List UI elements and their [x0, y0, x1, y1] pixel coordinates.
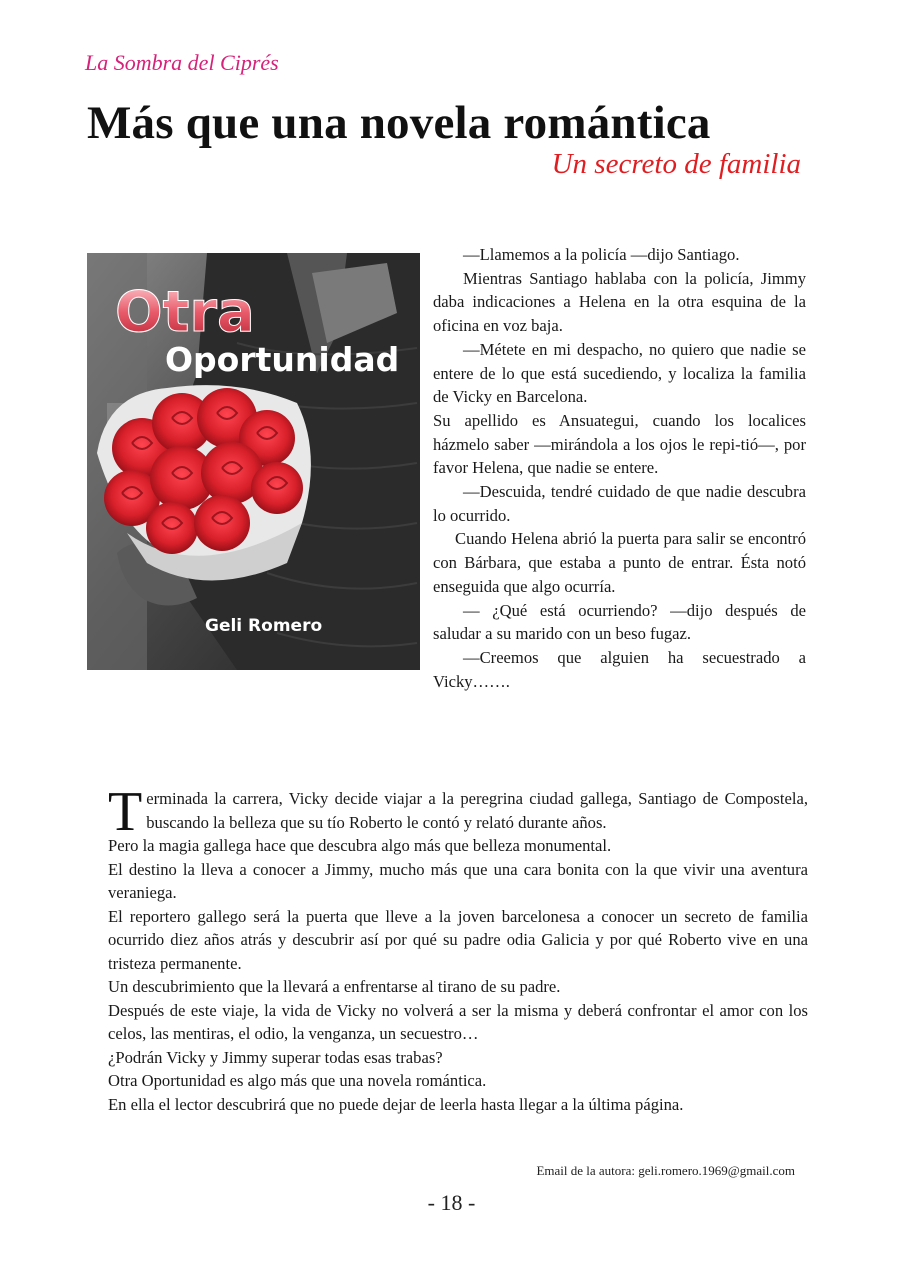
synopsis-paragraph: El reportero gallego será la puerta que lleve a la joven barcelonesa a conocer un secreto de familia ocurrido diez años atrás y descubrir así por qué su padre odia Galicia y por qué Roberto vive en una tristeza permanente.: [108, 906, 808, 973]
book-synopsis: [108, 781, 808, 1116]
excerpt-paragraph: —Llamemos a la policía —dijo Santiago.: [463, 245, 740, 264]
synopsis-paragraph: El destino la lleva a conocer a Jimmy, mucho más que una cara bonita con la que vivir una aventura veraniega.: [108, 859, 808, 902]
excerpt-paragraph: Su apellido es Ansuategui, cuando los localices házmelo saber —mirándola a los ojos le repi-tió—, por favor Helena, que nadie se entere.: [433, 410, 806, 478]
author-email: Email de la autora: geli.romero.1969@gmail.com: [536, 1163, 795, 1178]
book-cover-illustration: [87, 253, 420, 670]
synopsis-paragraph: ¿Podrán Vicky y Jimmy superar todas esas trabas?: [108, 1047, 443, 1067]
synopsis-first-text: erminada la carrera, Vicky decide viajar a la peregrina ciudad gallega, Santiago de Compostela, buscando la belleza que su tío Roberto le contó y relató durante años.: [146, 789, 808, 832]
drop-cap: T: [108, 781, 143, 843]
excerpt-paragraph: —Descuida, tendré cuidado de que nadie descubra lo ocurrido.: [433, 482, 806, 525]
cover-title-line2: Oportunidad: [165, 340, 400, 379]
synopsis-paragraph: En ella el lector descubrirá que no puede dejar de leerla hasta llegar a la última página.: [108, 1094, 684, 1114]
excerpt-paragraph: Cuando Helena abrió la puerta para salir se encontró con Bárbara, que estaba a punto de entrar. Ésta notó enseguida que algo ocurría.: [433, 529, 806, 596]
synopsis-first-paragraph: [108, 781, 808, 843]
novel-excerpt: [433, 243, 806, 693]
synopsis-paragraph: Un descubrimiento que la llevará a enfrentarse al tirano de su padre.: [108, 977, 561, 996]
section-header: La Sombra del Ciprés: [85, 50, 279, 75]
synopsis-paragraph: Otra Oportunidad es algo más que una novela romántica.: [108, 1071, 487, 1090]
excerpt-paragraph: Mientras Santiago hablaba con la policía, Jimmy daba indicaciones a Helena en la otra esquina de la oficina en voz baja.: [433, 268, 806, 336]
excerpt-paragraph: —Creemos que alguien ha secuestrado a Vicky…….: [433, 647, 806, 691]
book-cover-image: [87, 253, 420, 670]
synopsis-paragraph: Después de este viaje, la vida de Vicky no volverá a ser la misma y deberá confrontar el amor con los celos, las mentiras, el odio, la venganza, un secuestro…: [108, 1000, 808, 1043]
page-title: Más que una novela romántica: [87, 97, 711, 149]
page-subtitle: Un secreto de familia: [551, 148, 801, 180]
synopsis-paragraph: Pero la magia gallega hace que descubra algo más que belleza monumental.: [108, 836, 612, 855]
cover-author: Geli Romero: [205, 616, 323, 636]
excerpt-paragraph: —Métete en mi despacho, no quiero que nadie se entere de lo que está sucediendo, y localiza la familia de Vicky en Barcelona.: [433, 339, 806, 407]
cover-title-line1: Otra: [115, 280, 255, 345]
excerpt-paragraph: — ¿Qué está ocurriendo? —dijo después de saludar a su marido con un beso fugaz.: [433, 600, 806, 644]
page-number: - 18 -: [427, 1190, 476, 1215]
